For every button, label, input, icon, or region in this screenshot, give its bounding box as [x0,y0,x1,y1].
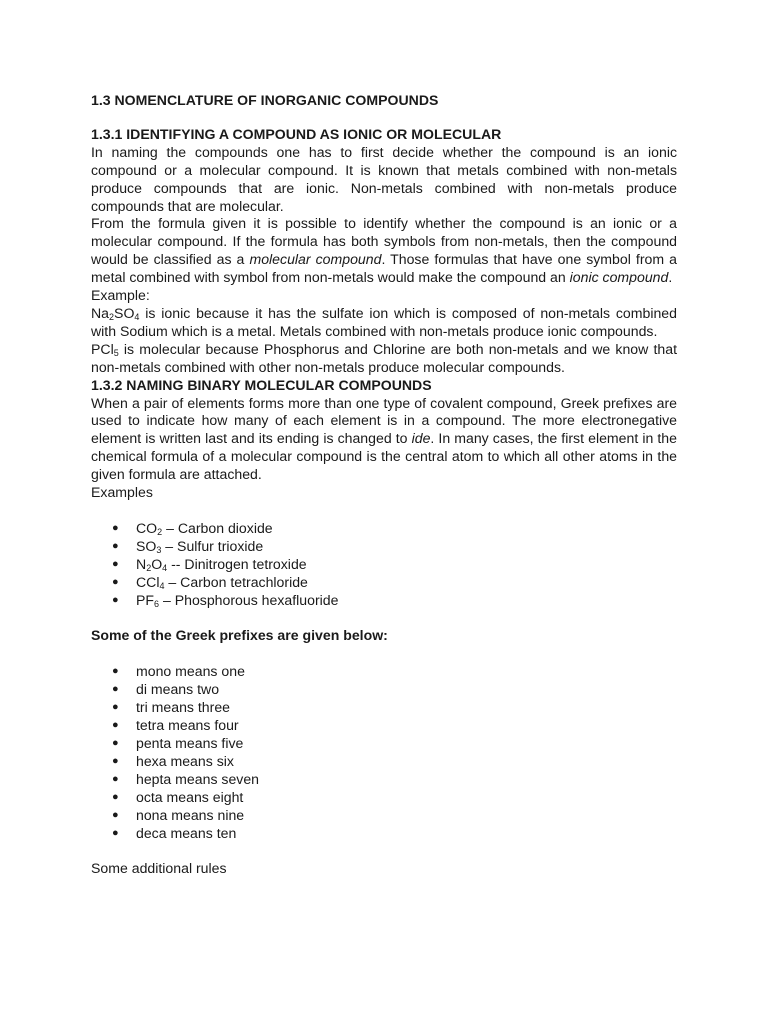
list-item: ● nona means nine [112,806,245,823]
list-item: ● tetra means four [112,717,239,734]
greek-prefixes-list [91,663,677,842]
heading-1-3-1: 1.3.1 IDENTIFYING A COMPOUND AS IONIC OR MOLECULAR [91,125,502,142]
paragraph-ionic-intro: In naming the compounds one has to first decide whether the compound is an ionic compound or a molecular compound. It is known that metals combined with non-metals produce compounds that are ionic. Non-metals combined with non-metals produce compounds that are molecular. [91,143,677,214]
bullet-icon: ● [112,521,119,534]
bullet-icon: ● [112,701,119,714]
list-item: ● CCl$_4$ – Carbon tetrachloride [112,573,308,591]
list-item: ● hexa means six [112,752,234,769]
example-na2so4: $Na_2SO_4$ is ionic because it has the sulfate ion which is composed of non-metals combined with Sodium which is a metal. Metals combined with non-metals produce ionic compounds. [91,304,677,339]
ide-term: ide [411,430,431,447]
list-item: ● mono means one [112,663,245,680]
document-body [91,92,677,878]
prefixes-heading: Some of the Greek prefixes are given below: [91,627,388,644]
bullet-icon: ● [112,719,119,732]
example-pcl5: PCl$_5$ is molecular because Phosphorus and Chlorine are both non-metals and we know that non-metals combined with other non-metals produce molecular compounds. [91,340,677,375]
list-item: ● $N_2O_4$ -- Dinitrogen tetroxide [112,555,307,573]
bullet-icon: ● [112,826,119,839]
compound-examples-list [91,520,677,610]
example-label: Example: [91,287,150,304]
paragraph-greek-prefixes: When a pair of elements forms more than one type of covalent compound, Greek prefixes are used to indicate how many of each element is in a compound. The more electronegative element is written last and its ending is changed to ide. In many cases, the first element in the chemical formula of a molecular compound is the central atom to which all other atoms in the given formula are attached. [91,394,677,483]
list-item: ● $SO_3$ – Sulfur trioxide [112,537,264,555]
bullet-icon: ● [112,772,119,785]
bullet-icon: ● [112,683,119,696]
bullet-icon: ● [112,737,119,749]
section-title: 1.3 NOMENCLATURE OF INORGANIC COMPOUNDS [91,92,439,108]
bullet-icon: ● [112,575,119,588]
examples-label: Examples [91,484,153,501]
bullet-icon: ● [112,665,119,678]
list-item: ● $PF_6$ – Phosphorous hexafluoride [112,591,339,609]
bullet-icon: ● [112,790,119,803]
list-item: ● deca means ten [112,824,237,841]
bullet-icon: ● [112,539,119,552]
list-item: ● hepta means seven [112,770,260,787]
list-item: ● di means two [112,681,220,698]
list-item: ● tri means three [112,699,230,716]
bullet-icon: ● [112,808,119,821]
bullet-icon: ● [112,593,119,606]
list-item: ● $CO_2$ – Carbon dioxide [112,519,273,537]
bullet-icon: ● [112,557,119,570]
list-item: ● octa means eight [112,788,244,805]
additional-rules-text: Some additional rules [91,860,227,877]
heading-1-3-2: 1.3.2 NAMING BINARY MOLECULAR COMPOUNDS [91,376,432,393]
ionic-compound-term: ionic compound [569,269,669,286]
paragraph-formula-identification: From the formula given it is possible to identify whether the compound is an ionic or a molecular compound. If the formula has both symbols from non-metals, then the compound would be classified as a molecular compound. Those formulas that have one symbol from a metal combined with symbol from non-metals would make the compound an ionic compound. [91,215,677,286]
molecular-compound-term: molecular compound [249,251,382,268]
bullet-icon: ● [112,754,119,767]
list-item: ● penta means five [112,735,244,751]
